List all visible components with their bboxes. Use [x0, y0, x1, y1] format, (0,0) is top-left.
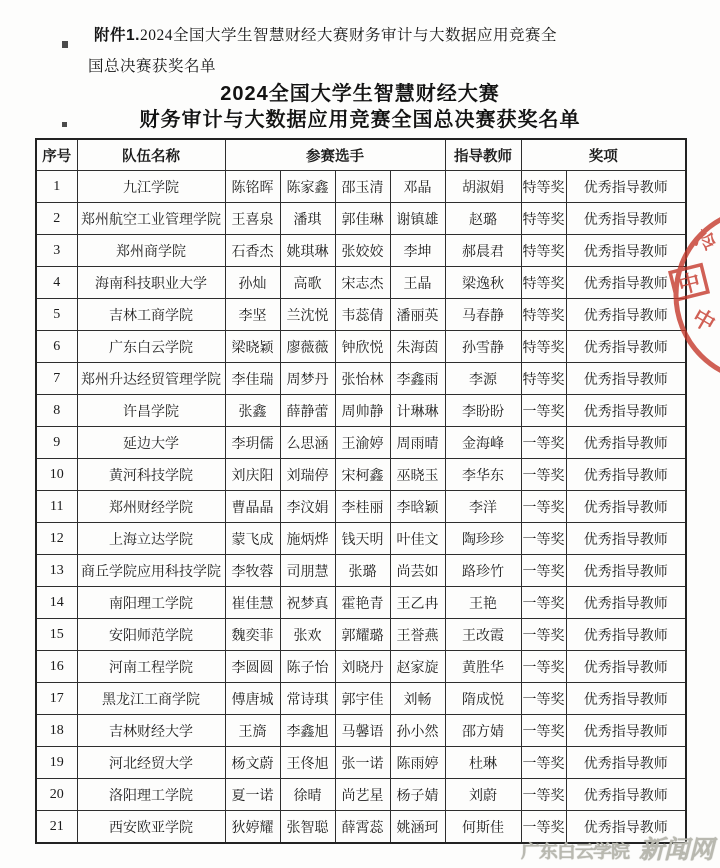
cell-player: 廖薇薇 [280, 331, 335, 363]
header-teacher: 指导教师 [445, 139, 521, 171]
cell-player: 张鑫 [225, 395, 280, 427]
cell-award: 一等奖 [521, 619, 566, 651]
cell-team: 吉林财经大学 [77, 715, 225, 747]
table-row [36, 203, 686, 235]
cell-player: 钟欣悦 [335, 331, 390, 363]
cell-no: 20 [36, 779, 77, 811]
attachment-label: 附件1. [94, 27, 140, 44]
cell-no: 9 [36, 427, 77, 459]
cell-player: 李晗颖 [390, 491, 445, 523]
header-contestants: 参赛选手 [225, 139, 445, 171]
cell-no: 16 [36, 651, 77, 683]
cell-teacher: 金海峰 [445, 427, 521, 459]
cell-player: 王乙冉 [390, 587, 445, 619]
cell-no: 14 [36, 587, 77, 619]
cell-teacher-award: 优秀指导教师 [566, 587, 686, 619]
cell-teacher: 路珍竹 [445, 555, 521, 587]
cell-teacher-award: 优秀指导教师 [566, 363, 686, 395]
cell-player: 霍艳青 [335, 587, 390, 619]
table-row [36, 715, 686, 747]
cell-team: 南阳理工学院 [77, 587, 225, 619]
cell-teacher: 何斯佳 [445, 811, 521, 844]
cell-player: 李坤 [390, 235, 445, 267]
cell-player: 张怡林 [335, 363, 390, 395]
cell-award: 特等奖 [521, 331, 566, 363]
cell-player: 梁晓颖 [225, 331, 280, 363]
cell-no: 2 [36, 203, 77, 235]
cell-player: 王晶 [390, 267, 445, 299]
cell-player: 邵玉清 [335, 171, 390, 203]
cell-player: 蒙飞成 [225, 523, 280, 555]
table-row [36, 523, 686, 555]
cell-player: 徐晴 [280, 779, 335, 811]
cell-player: 李鑫雨 [390, 363, 445, 395]
cell-award: 一等奖 [521, 683, 566, 715]
cell-team: 河北经贸大学 [77, 747, 225, 779]
cell-award: 一等奖 [521, 651, 566, 683]
cell-no: 1 [36, 171, 77, 203]
cell-no: 5 [36, 299, 77, 331]
cell-player: 尚芸如 [390, 555, 445, 587]
cell-player: 李牧蓉 [225, 555, 280, 587]
cell-teacher-award: 优秀指导教师 [566, 619, 686, 651]
cell-player: 李鑫旭 [280, 715, 335, 747]
cell-player: 潘丽英 [390, 299, 445, 331]
cell-award: 特等奖 [521, 171, 566, 203]
cell-teacher: 王艳 [445, 587, 521, 619]
cell-teacher-award: 优秀指导教师 [566, 427, 686, 459]
header-team: 队伍名称 [77, 139, 225, 171]
cell-player: 姚涵珂 [390, 811, 445, 844]
cell-player: 傅唐城 [225, 683, 280, 715]
cell-teacher: 胡淑娟 [445, 171, 521, 203]
cell-no: 18 [36, 715, 77, 747]
cell-award: 一等奖 [521, 459, 566, 491]
cell-player: 谢镇雄 [390, 203, 445, 235]
cell-team: 洛阳理工学院 [77, 779, 225, 811]
cell-player: 薛霄蕊 [335, 811, 390, 844]
cell-player: 孙小然 [390, 715, 445, 747]
cell-teacher-award: 优秀指导教师 [566, 811, 686, 844]
cell-team: 许昌学院 [77, 395, 225, 427]
cell-teacher-award: 优秀指导教师 [566, 235, 686, 267]
cell-no: 7 [36, 363, 77, 395]
header-award: 奖项 [521, 139, 686, 171]
cell-teacher: 李源 [445, 363, 521, 395]
cell-teacher-award: 优秀指导教师 [566, 491, 686, 523]
cell-teacher-award: 优秀指导教师 [566, 715, 686, 747]
cell-team: 商丘学院应用科技学院 [77, 555, 225, 587]
cell-teacher: 梁逸秋 [445, 267, 521, 299]
cell-player: 刘晓丹 [335, 651, 390, 683]
cell-player: 张姣姣 [335, 235, 390, 267]
cell-player: 王佟旭 [280, 747, 335, 779]
cell-player: 夏一诺 [225, 779, 280, 811]
cell-player: 崔佳慧 [225, 587, 280, 619]
cell-award: 一等奖 [521, 811, 566, 844]
attachment-note-line1 [88, 20, 678, 51]
cell-player: 薛静蕾 [280, 395, 335, 427]
document-title [0, 81, 720, 133]
cell-teacher: 王改霞 [445, 619, 521, 651]
cell-team: 郑州财经学院 [77, 491, 225, 523]
cell-award: 一等奖 [521, 747, 566, 779]
cell-teacher: 杜琳 [445, 747, 521, 779]
cell-player: 祝梦真 [280, 587, 335, 619]
table-row [36, 491, 686, 523]
cell-player: 钱天明 [335, 523, 390, 555]
table-header-row [36, 139, 686, 171]
cell-team: 黑龙江工商学院 [77, 683, 225, 715]
cell-no: 19 [36, 747, 77, 779]
cell-player: 李坚 [225, 299, 280, 331]
cell-team: 九江学院 [77, 171, 225, 203]
cell-no: 10 [36, 459, 77, 491]
cell-team: 延边大学 [77, 427, 225, 459]
attachment-note [88, 20, 678, 82]
cell-player: 周帅静 [335, 395, 390, 427]
cell-player: 兰沈悦 [280, 299, 335, 331]
cell-player: 韦蕊倩 [335, 299, 390, 331]
cell-award: 一等奖 [521, 555, 566, 587]
scan-speck [62, 41, 68, 48]
cell-team: 上海立达学院 [77, 523, 225, 555]
cell-award: 一等奖 [521, 395, 566, 427]
cell-player: 张智聪 [280, 811, 335, 844]
cell-player: 司朋慧 [280, 555, 335, 587]
cell-player: 高歌 [280, 267, 335, 299]
cell-teacher-award: 优秀指导教师 [566, 171, 686, 203]
table-row [36, 331, 686, 363]
cell-player: 杨子婧 [390, 779, 445, 811]
cell-teacher: 李华东 [445, 459, 521, 491]
cell-award: 一等奖 [521, 715, 566, 747]
cell-player: 石香杰 [225, 235, 280, 267]
stamp-lower-char: 中 [687, 304, 720, 337]
cell-team: 郑州航空工业管理学院 [77, 203, 225, 235]
cell-player: 尚艺星 [335, 779, 390, 811]
cell-award: 特等奖 [521, 267, 566, 299]
cell-player: 张璐 [335, 555, 390, 587]
cell-teacher-award: 优秀指导教师 [566, 779, 686, 811]
cell-teacher: 陶珍珍 [445, 523, 521, 555]
cell-teacher: 李洋 [445, 491, 521, 523]
table-row [36, 395, 686, 427]
table-row [36, 267, 686, 299]
cell-player: 王渝婷 [335, 427, 390, 459]
cell-teacher: 马春静 [445, 299, 521, 331]
table-row [36, 747, 686, 779]
cell-no: 11 [36, 491, 77, 523]
cell-player: 陈子怡 [280, 651, 335, 683]
cell-player: 邓晶 [390, 171, 445, 203]
cell-player: 李汶娟 [280, 491, 335, 523]
cell-no: 3 [36, 235, 77, 267]
cell-teacher-award: 优秀指导教师 [566, 555, 686, 587]
cell-award: 特等奖 [521, 235, 566, 267]
cell-player: 王誉燕 [390, 619, 445, 651]
cell-team: 黄河科技学院 [77, 459, 225, 491]
cell-player: 常诗琪 [280, 683, 335, 715]
cell-teacher: 刘蔚 [445, 779, 521, 811]
cell-player: 孙灿 [225, 267, 280, 299]
cell-team: 广东白云学院 [77, 331, 225, 363]
cell-player: 宋柯鑫 [335, 459, 390, 491]
header-index: 序号 [36, 139, 77, 171]
title-line-1: 2024全国大学生智慧财经大赛 [220, 83, 500, 105]
stamp-boxed-char: 中 [675, 268, 704, 299]
table-row [36, 459, 686, 491]
cell-player: 赵家旋 [390, 651, 445, 683]
cell-player: 魏奕菲 [225, 619, 280, 651]
cell-player: 宋志杰 [335, 267, 390, 299]
cell-player: 姚琪琳 [280, 235, 335, 267]
cell-no: 17 [36, 683, 77, 715]
cell-no: 4 [36, 267, 77, 299]
cell-teacher-award: 优秀指导教师 [566, 203, 686, 235]
table-row [36, 363, 686, 395]
cell-team: 河南工程学院 [77, 651, 225, 683]
cell-teacher: 隋成悦 [445, 683, 521, 715]
cell-player: 刘瑞停 [280, 459, 335, 491]
cell-player: 周梦丹 [280, 363, 335, 395]
cell-player: 么思涵 [280, 427, 335, 459]
table-row [36, 651, 686, 683]
cell-player: 王旖 [225, 715, 280, 747]
cell-player: 张一诺 [335, 747, 390, 779]
cell-teacher: 赵璐 [445, 203, 521, 235]
cell-team: 海南科技职业大学 [77, 267, 225, 299]
cell-player: 潘琪 [280, 203, 335, 235]
cell-no: 12 [36, 523, 77, 555]
cell-player: 巫晓玉 [390, 459, 445, 491]
table-body [36, 171, 686, 844]
cell-player: 马馨语 [335, 715, 390, 747]
cell-award: 特等奖 [521, 203, 566, 235]
cell-award: 特等奖 [521, 299, 566, 331]
cell-team: 郑州商学院 [77, 235, 225, 267]
cell-player: 陈雨婷 [390, 747, 445, 779]
table-row [36, 427, 686, 459]
cell-player: 李佳瑞 [225, 363, 280, 395]
cell-player: 刘庆阳 [225, 459, 280, 491]
cell-teacher: 孙雪静 [445, 331, 521, 363]
table-row [36, 683, 686, 715]
cell-player: 刘畅 [390, 683, 445, 715]
cell-player: 郭耀璐 [335, 619, 390, 651]
cell-player: 张欢 [280, 619, 335, 651]
cell-player: 李玥儒 [225, 427, 280, 459]
cell-award: 一等奖 [521, 491, 566, 523]
cell-player: 郭宇佳 [335, 683, 390, 715]
cell-team: 吉林工商学院 [77, 299, 225, 331]
cell-no: 6 [36, 331, 77, 363]
cell-player: 计琳琳 [390, 395, 445, 427]
table-row [36, 555, 686, 587]
attachment-text: 2024全国大学生智慧财经大赛财务审计与大数据应用竞赛全 [139, 27, 557, 44]
cell-teacher-award: 优秀指导教师 [566, 395, 686, 427]
cell-award: 一等奖 [521, 523, 566, 555]
cell-teacher: 郝晨君 [445, 235, 521, 267]
cell-player: 狄婷耀 [225, 811, 280, 844]
table-row [36, 619, 686, 651]
cell-player: 周雨晴 [390, 427, 445, 459]
cell-player: 曹晶晶 [225, 491, 280, 523]
cell-player: 陈家鑫 [280, 171, 335, 203]
cell-teacher: 黄胜华 [445, 651, 521, 683]
cell-player: 王喜泉 [225, 203, 280, 235]
table-row [36, 779, 686, 811]
cell-award: 一等奖 [521, 587, 566, 619]
cell-no: 8 [36, 395, 77, 427]
watermark-school-name: 广东白云学院 [520, 842, 629, 862]
title-line-2: 财务审计与大数据应用竞赛全国总决赛获奖名单 [139, 109, 581, 131]
cell-teacher-award: 优秀指导教师 [566, 331, 686, 363]
red-stamp [640, 200, 720, 390]
cell-player: 李圆圆 [225, 651, 280, 683]
cell-player: 施炳烨 [280, 523, 335, 555]
cell-teacher: 李盼盼 [445, 395, 521, 427]
cell-player: 朱海茵 [390, 331, 445, 363]
site-watermark [521, 830, 714, 866]
watermark-news-label: 新闻网 [638, 835, 714, 864]
cell-team: 郑州升达经贸管理学院 [77, 363, 225, 395]
award-table [35, 138, 687, 844]
cell-no: 21 [36, 811, 77, 844]
table-row [36, 235, 686, 267]
cell-no: 15 [36, 619, 77, 651]
cell-teacher-award: 优秀指导教师 [566, 523, 686, 555]
cell-teacher-award: 优秀指导教师 [566, 683, 686, 715]
attachment-note-line2: 国总决赛获奖名单 [88, 58, 217, 75]
cell-player: 陈铭晖 [225, 171, 280, 203]
cell-teacher: 邵方婧 [445, 715, 521, 747]
cell-player: 杨文蔚 [225, 747, 280, 779]
table-row [36, 171, 686, 203]
cell-player: 李桂丽 [335, 491, 390, 523]
cell-teacher-award: 优秀指导教师 [566, 651, 686, 683]
cell-player: 郭佳琳 [335, 203, 390, 235]
table-row [36, 299, 686, 331]
cell-no: 13 [36, 555, 77, 587]
cell-teacher-award: 优秀指导教师 [566, 459, 686, 491]
cell-teacher-award: 优秀指导教师 [566, 299, 686, 331]
scan-speck [62, 122, 67, 127]
cell-award: 一等奖 [521, 779, 566, 811]
table-row [36, 587, 686, 619]
cell-award: 特等奖 [521, 363, 566, 395]
cell-player: 叶佳文 [390, 523, 445, 555]
cell-team: 安阳师范学院 [77, 619, 225, 651]
cell-teacher-award: 优秀指导教师 [566, 747, 686, 779]
cell-award: 一等奖 [521, 427, 566, 459]
cell-teacher-award: 优秀指导教师 [566, 267, 686, 299]
cell-team: 西安欧亚学院 [77, 811, 225, 844]
stamp-top-char: 冷 [691, 227, 719, 256]
